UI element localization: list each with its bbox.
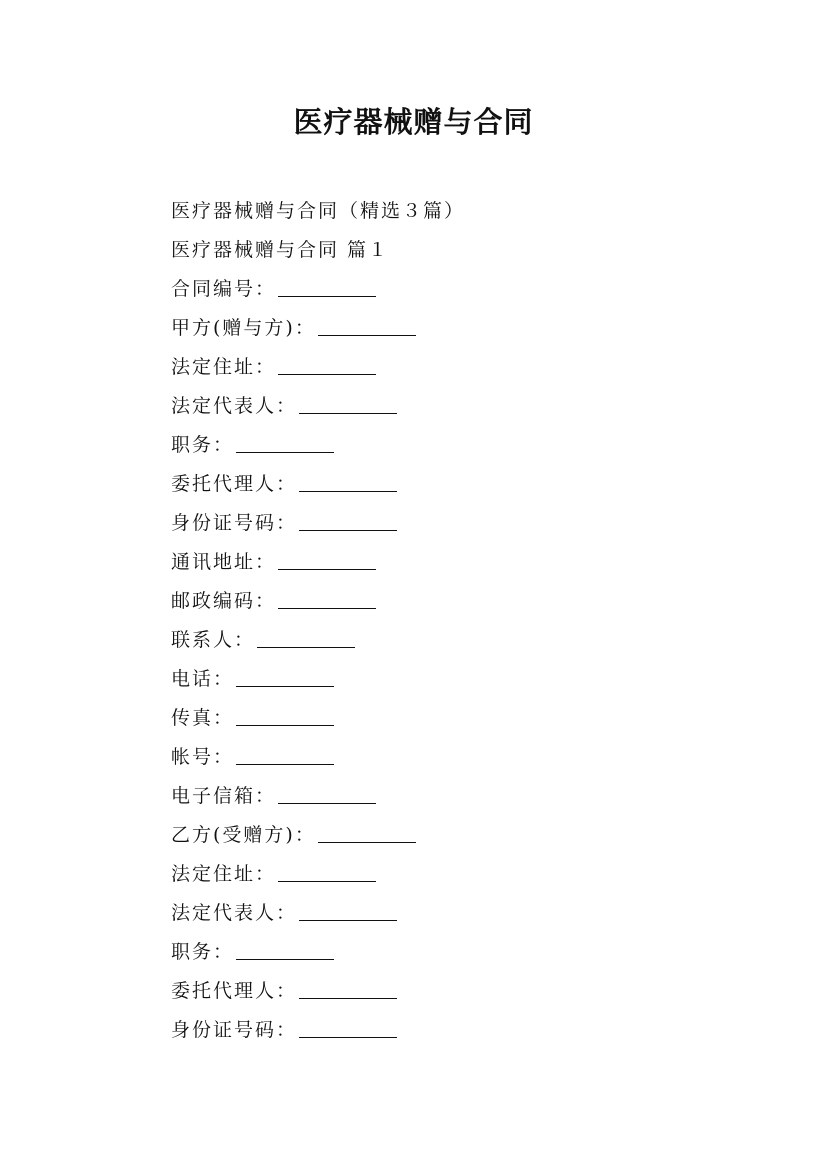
field-a-mail-address — [171, 546, 771, 585]
field-label: 帐号： — [171, 746, 235, 768]
field-a-fax — [171, 702, 771, 741]
field-a-legal-rep — [171, 390, 771, 429]
intro-line — [171, 195, 771, 234]
field-party-a — [171, 312, 771, 351]
fill-in-blank[interactable] — [318, 315, 416, 336]
field-label: 电子信箱： — [171, 785, 277, 807]
fill-in-blank[interactable] — [299, 510, 397, 531]
fill-in-blank[interactable] — [299, 978, 397, 999]
field-label: 职务： — [171, 941, 235, 963]
fill-in-blank[interactable] — [318, 822, 416, 843]
field-label: 身份证号码： — [171, 512, 298, 534]
field-label: 委托代理人： — [171, 473, 298, 495]
fill-in-blank[interactable] — [299, 393, 397, 414]
field-label: 法定代表人： — [171, 395, 298, 417]
fill-in-blank[interactable] — [278, 783, 376, 804]
fill-in-blank[interactable] — [278, 549, 376, 570]
field-a-position — [171, 429, 771, 468]
field-b-agent — [171, 975, 771, 1014]
field-a-email — [171, 780, 771, 819]
field-b-id-number — [171, 1014, 771, 1053]
field-b-legal-rep — [171, 897, 771, 936]
field-party-b — [171, 819, 771, 858]
document-title: 医疗器械赠与合同 — [293, 105, 534, 139]
fill-in-blank[interactable] — [278, 861, 376, 882]
fill-in-blank[interactable] — [236, 666, 334, 687]
field-label: 身份证号码： — [171, 1019, 298, 1041]
section-heading — [171, 234, 771, 273]
fill-in-blank[interactable] — [278, 276, 376, 297]
fill-in-blank[interactable] — [299, 900, 397, 921]
line-label: 医疗器械赠与合同（精选３篇） — [171, 200, 466, 222]
field-a-id-number — [171, 507, 771, 546]
field-label: 合同编号： — [171, 278, 277, 300]
fill-in-blank[interactable] — [236, 432, 334, 453]
field-a-postal-code — [171, 585, 771, 624]
field-a-contact — [171, 624, 771, 663]
fill-in-blank[interactable] — [299, 471, 397, 492]
field-label: 联系人： — [171, 629, 256, 651]
field-label: 甲方(赠与方)： — [171, 317, 316, 339]
fill-in-blank[interactable] — [278, 588, 376, 609]
field-b-address — [171, 858, 771, 897]
field-label: 邮政编码： — [171, 590, 277, 612]
fill-in-blank[interactable] — [236, 939, 334, 960]
field-label: 乙方(受赠方)： — [171, 824, 316, 846]
field-label: 传真： — [171, 707, 235, 729]
field-label: 通讯地址： — [171, 551, 277, 573]
contract-lines — [171, 195, 771, 1053]
field-label: 电话： — [171, 668, 235, 690]
field-a-account — [171, 741, 771, 780]
fill-in-blank[interactable] — [278, 354, 376, 375]
field-b-position — [171, 936, 771, 975]
field-contract-number — [171, 273, 771, 312]
fill-in-blank[interactable] — [236, 744, 334, 765]
field-label: 委托代理人： — [171, 980, 298, 1002]
fill-in-blank[interactable] — [236, 705, 334, 726]
field-label: 法定住址： — [171, 863, 277, 885]
line-label: 医疗器械赠与合同 篇１ — [171, 239, 390, 261]
field-a-phone — [171, 663, 771, 702]
fill-in-blank[interactable] — [257, 627, 355, 648]
field-label: 法定住址： — [171, 356, 277, 378]
fill-in-blank[interactable] — [299, 1017, 397, 1038]
field-label: 法定代表人： — [171, 902, 298, 924]
field-label: 职务： — [171, 434, 235, 456]
field-a-agent — [171, 468, 771, 507]
field-a-address — [171, 351, 771, 390]
